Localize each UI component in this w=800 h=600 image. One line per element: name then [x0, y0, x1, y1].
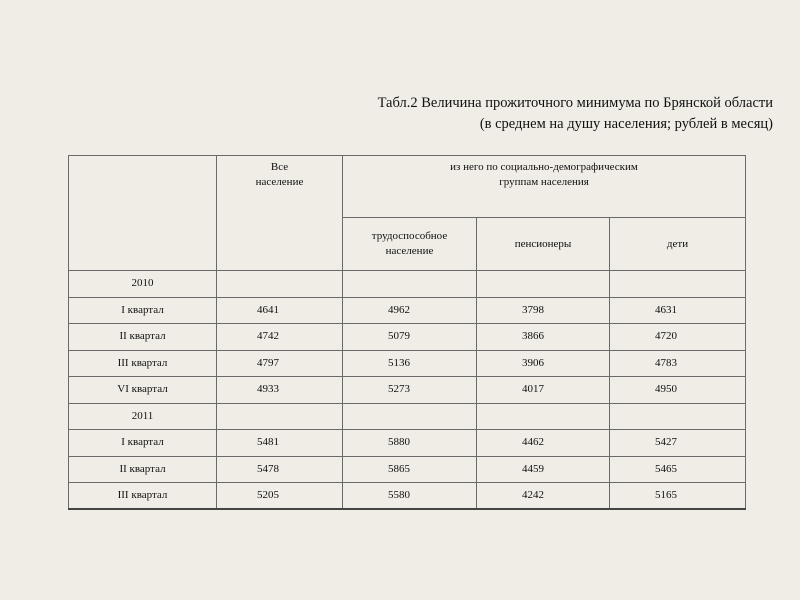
children-cell: 5165	[610, 483, 746, 510]
all-population-cell: 4742	[217, 324, 343, 351]
all-population-cell: 5481	[217, 430, 343, 457]
row-label-cell: 2011	[69, 403, 217, 430]
row-label-cell: III квартал	[69, 350, 217, 377]
pensioners-cell	[477, 403, 610, 430]
row-label-cell: VI квартал	[69, 377, 217, 404]
header-pensioners: пенсионеры	[477, 218, 610, 271]
caption-line-2: (в среднем на душу населения; рублей в месяц)	[479, 116, 773, 132]
pensioners-cell: 3866	[477, 324, 610, 351]
children-cell	[610, 271, 746, 298]
row-label-cell: III квартал	[69, 483, 217, 510]
pensioners-cell: 3798	[477, 297, 610, 324]
all-population-cell: 5478	[217, 456, 343, 483]
children-cell: 4950	[610, 377, 746, 404]
working-age-cell: 4962	[343, 297, 477, 324]
working-age-cell: 5880	[343, 430, 477, 457]
working-age-cell: 5865	[343, 456, 477, 483]
header-all-line1: Все	[270, 161, 289, 173]
header-children: дети	[610, 218, 746, 271]
caption-line-1: Табл.2 Величина прожиточного минимума по Брянской области	[377, 95, 773, 111]
header-working-line1: трудоспособное	[371, 230, 448, 242]
children-cell: 4631	[610, 297, 746, 324]
working-age-cell: 5580	[343, 483, 477, 510]
children-cell	[610, 403, 746, 430]
table-row	[69, 297, 746, 324]
header-row-1	[69, 156, 746, 218]
working-age-cell	[343, 271, 477, 298]
pensioners-cell: 4017	[477, 377, 610, 404]
all-population-cell: 4933	[217, 377, 343, 404]
table-row	[69, 403, 746, 430]
table-row	[69, 430, 746, 457]
all-population-cell	[217, 403, 343, 430]
all-population-cell	[217, 271, 343, 298]
row-label-cell: II квартал	[69, 456, 217, 483]
table-row	[69, 377, 746, 404]
row-label-cell: I квартал	[69, 430, 217, 457]
children-cell: 4720	[610, 324, 746, 351]
table-row	[69, 324, 746, 351]
row-label-cell: II квартал	[69, 324, 217, 351]
header-all-population	[217, 156, 343, 271]
row-label-cell: I квартал	[69, 297, 217, 324]
children-cell: 4783	[610, 350, 746, 377]
all-population-cell: 4641	[217, 297, 343, 324]
table-row	[69, 483, 746, 510]
table-row	[69, 456, 746, 483]
working-age-cell: 5136	[343, 350, 477, 377]
working-age-cell: 5273	[343, 377, 477, 404]
header-groups-line2: группам населения	[499, 176, 589, 188]
pensioners-cell: 3906	[477, 350, 610, 377]
all-population-cell: 4797	[217, 350, 343, 377]
table-row	[69, 271, 746, 298]
children-cell: 5427	[610, 430, 746, 457]
subsistence-minimum-table	[68, 155, 746, 510]
header-groups-line1: из него по социально-демографическим	[450, 161, 638, 173]
row-label-cell: 2010	[69, 271, 217, 298]
pensioners-cell	[477, 271, 610, 298]
table-row	[69, 350, 746, 377]
working-age-cell: 5079	[343, 324, 477, 351]
table-caption	[378, 93, 773, 135]
pensioners-cell: 4459	[477, 456, 610, 483]
header-empty-cell	[69, 156, 217, 271]
pensioners-cell: 4462	[477, 430, 610, 457]
pensioners-cell: 4242	[477, 483, 610, 510]
header-working-line2: население	[385, 245, 434, 257]
children-cell: 5465	[610, 456, 746, 483]
header-groups	[343, 156, 746, 218]
working-age-cell	[343, 403, 477, 430]
header-all-line2: население	[255, 176, 304, 188]
header-working-age	[343, 218, 477, 271]
all-population-cell: 5205	[217, 483, 343, 510]
